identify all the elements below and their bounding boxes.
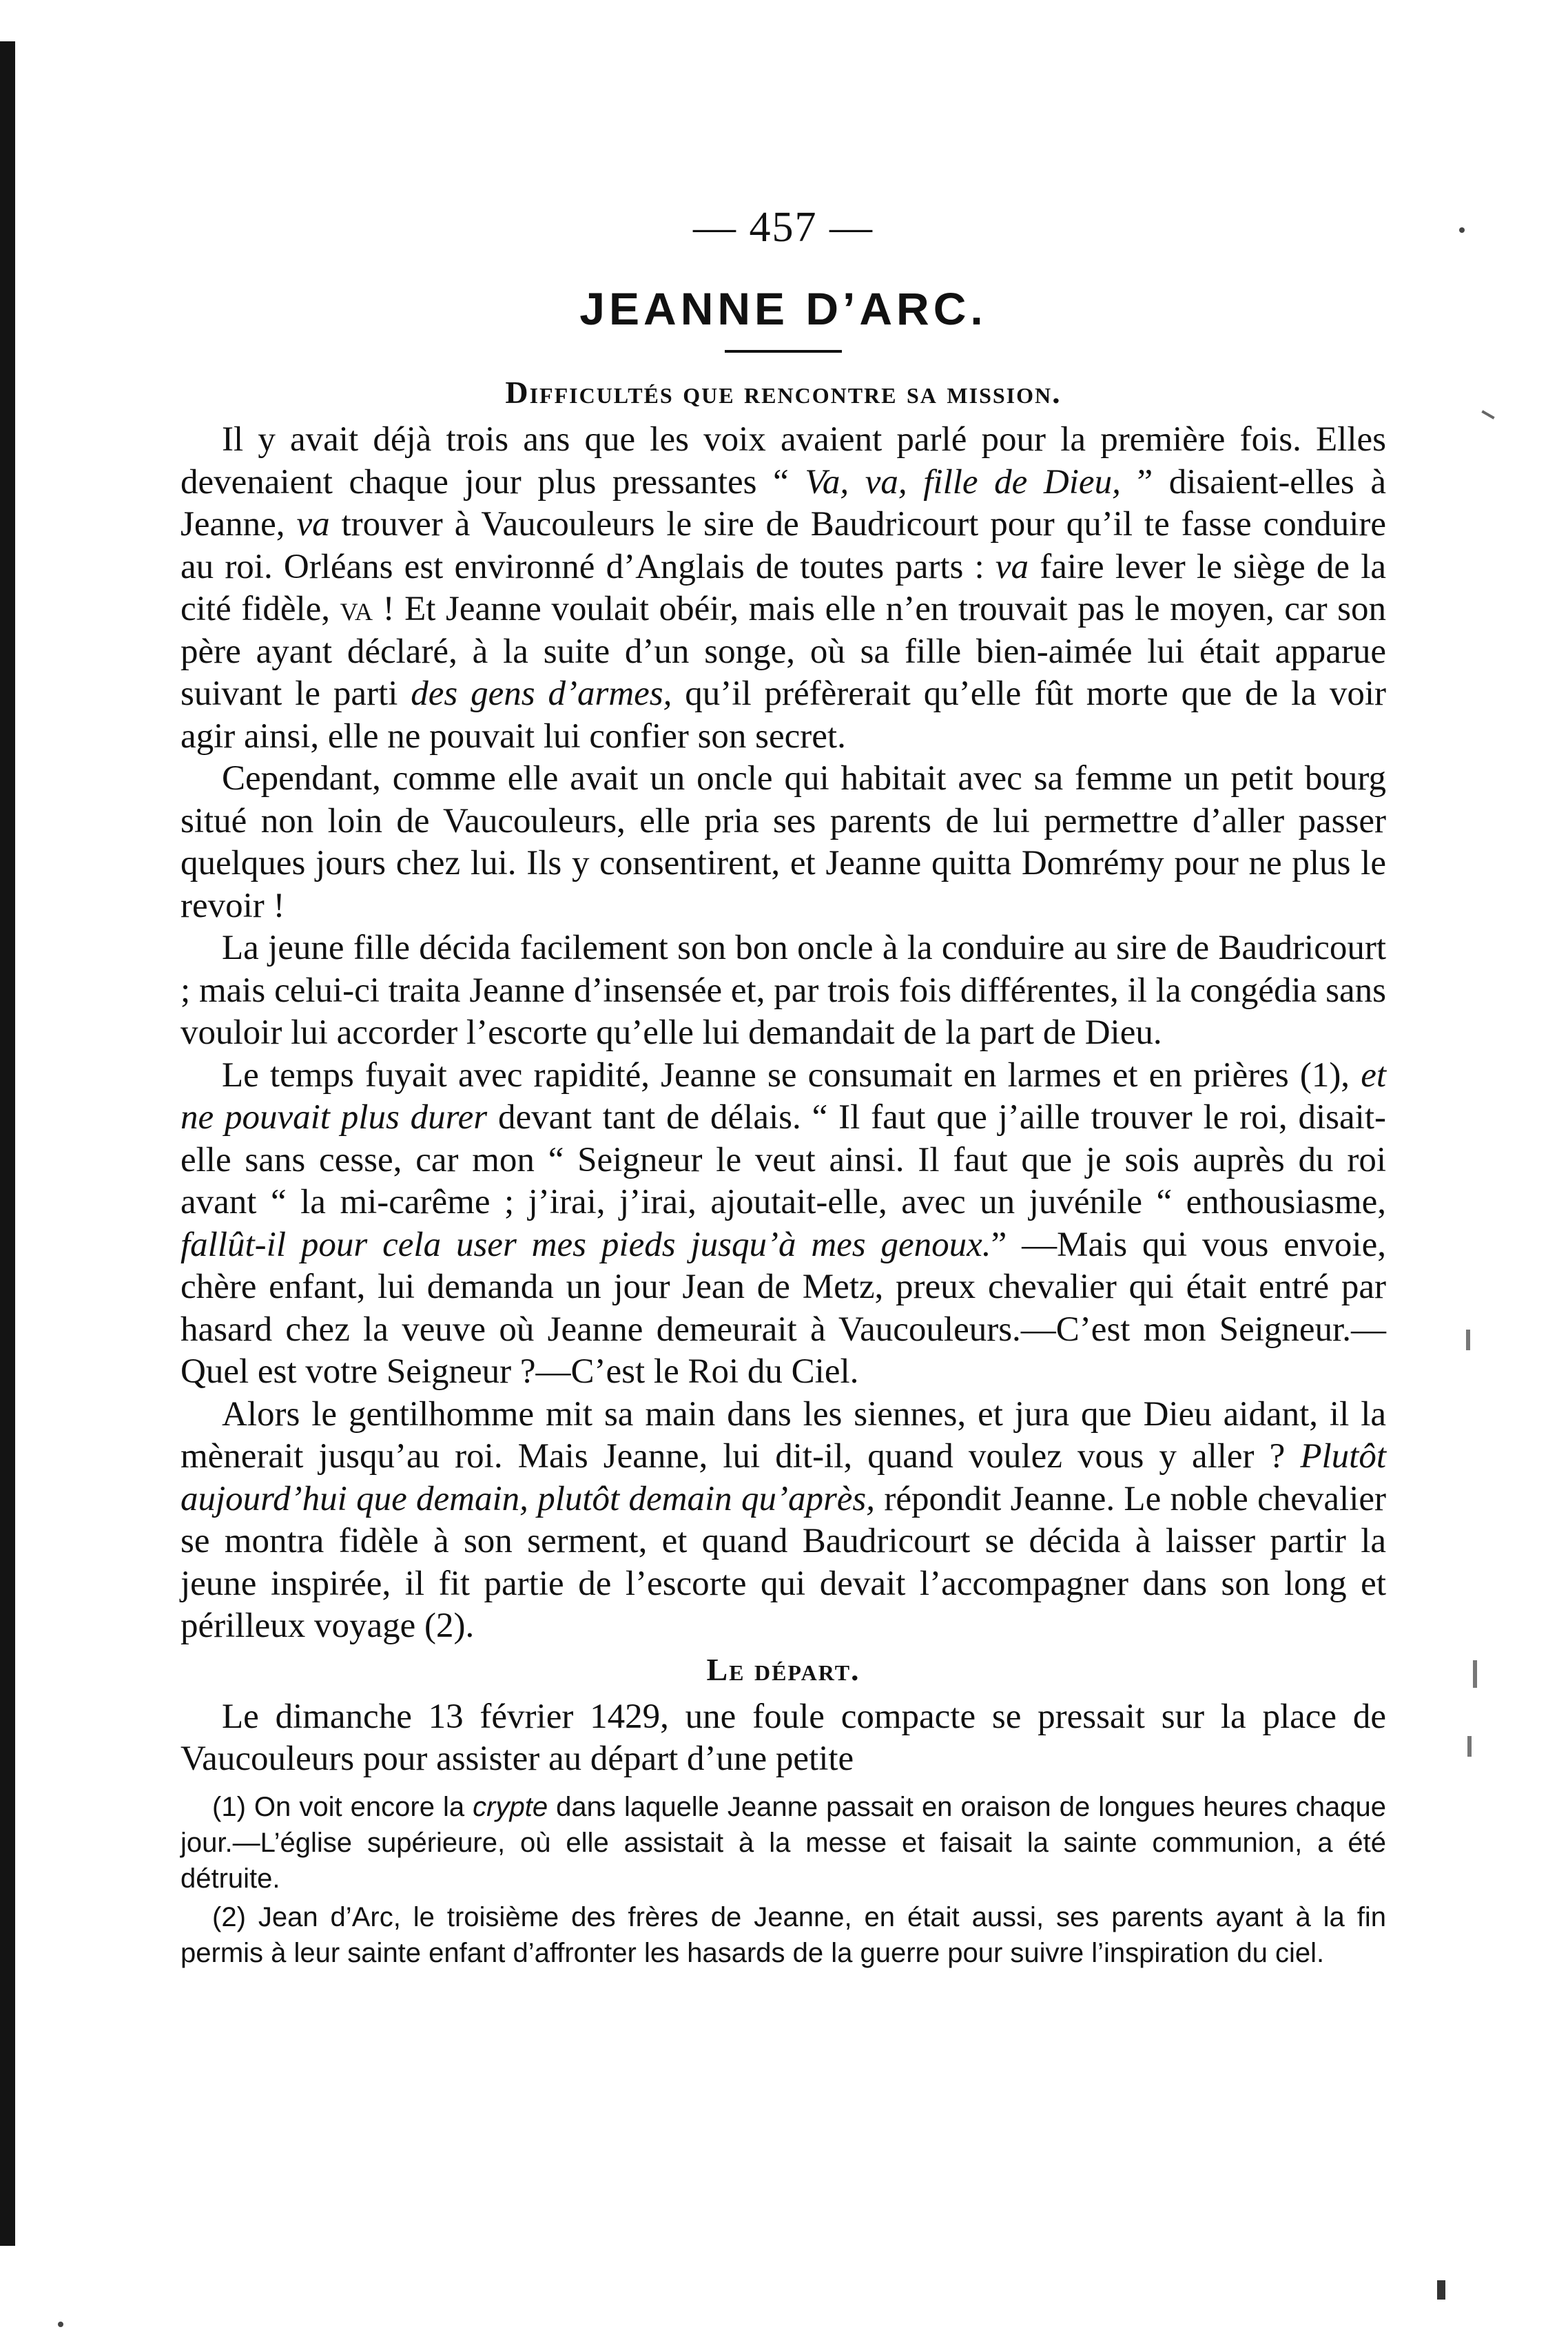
scan-speck [1473,1660,1477,1688]
footnote [180,1789,1386,1897]
scan-shadow-edge [0,41,15,2246]
section-heading-departure: Le départ. [706,1651,860,1687]
text-run: (1) On voit encore la [212,1791,473,1822]
text-run: (2) Jean d’Arc, le troisième des frères de Jeanne, en était aussi, ses parents ayant à la fin permis à leur sainte enfant d’affronter les hasards de la guerre pour suivre l’inspiration du ciel. [180,1901,1386,1968]
footnotes [180,1789,1386,1971]
scan-speck [1467,1736,1472,1757]
section-heading-difficulties: Difficultés que rencontre sa mission. [505,375,1062,410]
title-rule [725,350,842,353]
italic-text: va [995,547,1029,586]
text-run: Le temps fuyait avec rapidité, Jeanne se consumait en larmes et en prières (1), [222,1055,1361,1095]
italic-text: des gens d’armes, [411,674,672,713]
italic-text: crypte [473,1791,548,1822]
page-column [180,200,1386,1974]
small-caps-text: va [340,590,373,628]
footnote [180,1899,1386,1971]
text-run: faire lever le siège de la cité fidèle, [180,547,1387,628]
text-run: ” —Mais qui vous envoie, chère enfant, lui demanda un jour Jean de Metz, preux chevalier qui était entré par hasard chez la veuve où Jeanne demeurait à Vaucouleurs.—C’est mon Seigneur.—Quel est votre Seigneur ?—C’est le Roi du Ciel. [180,1225,1386,1391]
italic-text: fallût-il pour cela user mes pieds jusqu’à mes genoux. [180,1225,991,1264]
paragraph [180,1696,1386,1781]
italic-text: Va, va, fille de Dieu, [805,462,1121,502]
text-run: répondit Jeanne. Le noble chevalier se montra fidèle à son serment, et quand Baudricourt se décida à laisser partir la jeune inspirée, il fit partie de l’escorte qui devait l’accompagner dans son long et périlleux voyage (2). [180,1479,1386,1645]
page-number: — 457 — [693,204,874,251]
text-run: qu’il préfèrerait qu’elle fût morte que de la voir agir ainsi, elle ne pouvait lui confier son secret. [180,674,1386,756]
scan-speck [1481,410,1494,419]
text-run: La jeune fille décida facilement son bon oncle à la conduire au sire de Baudricourt ; mais celui-ci traita Jeanne d’insensée et, par trois fois différentes, il la congédia sans vouloir lui accorder l’escorte qu’elle lui demandait de la part de Dieu. [180,929,1386,1052]
section-difficulties-body [180,419,1386,1648]
text-run: Le dimanche 13 février 1429, une foule compacte se pressait sur la place de Vaucouleurs pour assister au départ d’une petite [180,1697,1386,1778]
italic-text: va [296,505,330,544]
paragraph [180,1394,1386,1648]
scan-speck [1459,227,1465,233]
paragraph [180,758,1386,927]
text-run: Il y avait déjà trois ans que les voix avaient parlé pour la première fois. Elles devenaient chaque jour plus pressantes “ [180,420,1386,502]
scan-speck [58,2322,63,2327]
text-run: Cependant, comme elle avait un oncle qui habitait avec sa femme un petit bourg situé non loin de Vaucouleurs, elle pria ses parents de lui permettre d’aller passer quelques jours chez lui. Ils y consentirent, et Jeanne quitta Domrémy pour ne plus le revoir ! [180,759,1386,925]
paragraph [180,419,1386,758]
paragraph [180,1055,1386,1394]
text-run: ” disaient-elles à Jeanne, [180,462,1387,544]
paragraph [180,927,1386,1055]
scan-speck [1437,2280,1445,2300]
italic-text: et ne pouvait plus durer [180,1055,1386,1137]
text-run: devant tant de délais. “ Il faut que j’aille trouver le roi, disait-elle sans cesse, car mon “ Seigneur le veut ainsi. Il faut que je sois auprès du roi avant “ la mi-carême ; j’irai, j’irai, ajoutait-elle, avec un juvénile “ enthousiasme, [180,1098,1386,1221]
section-departure-body [180,1696,1386,1781]
text-run: trouver à Vaucouleurs le sire de Baudricourt pour qu’il te fasse conduire au roi. Orléans est environné d’Anglais de toutes parts : [180,505,1386,586]
text-run: dans laquelle Jeanne passait en oraison de longues heures chaque jour.—L’église supérieure, où elle assistait à la messe et faisait la sainte communion, a été détruite. [180,1791,1387,1894]
scan-speck [1466,1330,1470,1350]
italic-text: Plutôt aujourd’hui que demain, plutôt demain qu’après, [180,1437,1386,1518]
text-run: ! Et Jeanne voulait obéir, mais elle n’en trouvait pas le moyen, car son père ayant déclaré, à la suite d’un songe, où sa fille bien-aimée lui était apparue suivant le parti [180,590,1386,713]
text-run: Alors le gentilhomme mit sa main dans les siennes, et jura que Dieu aidant, il la mènerait jusqu’au roi. Mais Jeanne, lui dit-il, quand voulez vous y aller ? [180,1394,1386,1476]
page-title: JEANNE D’ARC. [579,283,987,334]
